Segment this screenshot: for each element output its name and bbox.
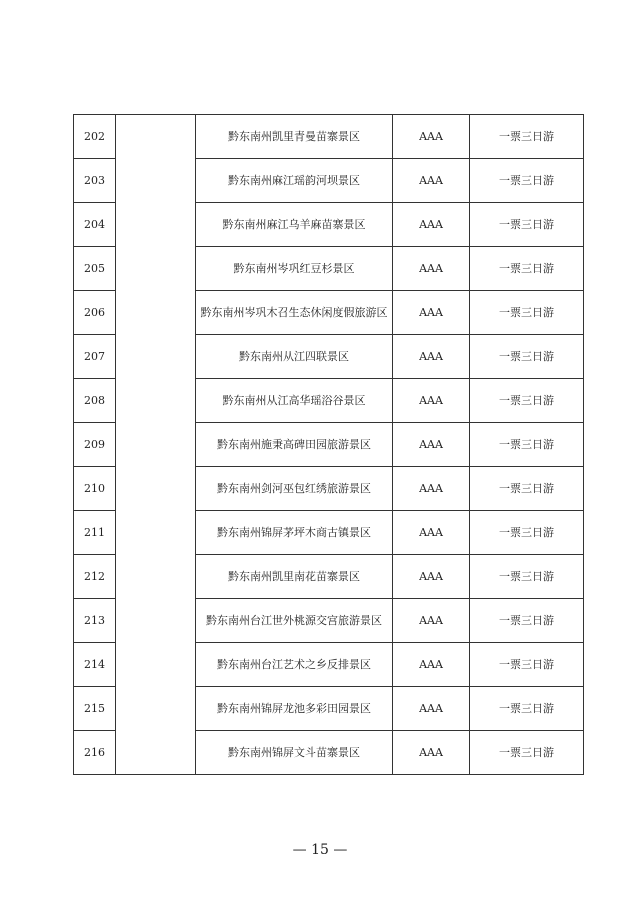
row-number: 211 [74,511,116,555]
grade-level: AAA [393,291,470,335]
scenic-area-name: 黔东南州麻江乌羊麻苗寨景区 [196,203,393,247]
ticket-policy: 一票三日游 [470,731,584,775]
grade-level: AAA [393,687,470,731]
ticket-policy: 一票三日游 [470,379,584,423]
row-number: 202 [74,115,116,159]
scenic-area-name: 黔东南州岑巩木召生态休闲度假旅游区 [196,291,393,335]
region-cell [116,115,196,775]
grade-level: AAA [393,203,470,247]
grade-level: AAA [393,555,470,599]
scenic-area-name: 黔东南州台江艺术之乡反排景区 [196,643,393,687]
scenic-area-name: 黔东南州从江高华瑶浴谷景区 [196,379,393,423]
row-number: 215 [74,687,116,731]
ticket-policy: 一票三日游 [470,247,584,291]
ticket-policy: 一票三日游 [470,335,584,379]
scenic-area-name: 黔东南州凯里南花苗寨景区 [196,555,393,599]
ticket-policy: 一票三日游 [470,159,584,203]
table-row [74,115,584,159]
row-number: 205 [74,247,116,291]
row-number: 213 [74,599,116,643]
ticket-policy: 一票三日游 [470,115,584,159]
page-number: — 15 — [292,842,348,858]
grade-level: AAA [393,599,470,643]
grade-level: AAA [393,115,470,159]
scenic-area-name: 黔东南州锦屏文斗苗寨景区 [196,731,393,775]
ticket-policy: 一票三日游 [470,599,584,643]
row-number: 210 [74,467,116,511]
grade-level: AAA [393,159,470,203]
row-number: 209 [74,423,116,467]
row-number: 207 [74,335,116,379]
ticket-policy: 一票三日游 [470,511,584,555]
grade-level: AAA [393,511,470,555]
ticket-policy: 一票三日游 [470,643,584,687]
scenic-area-name: 黔东南州锦屏龙池多彩田园景区 [196,687,393,731]
ticket-policy: 一票三日游 [470,291,584,335]
row-number: 214 [74,643,116,687]
grade-level: AAA [393,379,470,423]
scenic-area-name: 黔东南州岑巩红豆杉景区 [196,247,393,291]
scenic-area-name: 黔东南州从江四联景区 [196,335,393,379]
row-number: 203 [74,159,116,203]
scenic-area-name: 黔东南州锦屏茅坪木商古镇景区 [196,511,393,555]
grade-level: AAA [393,643,470,687]
grade-level: AAA [393,247,470,291]
row-number: 216 [74,731,116,775]
ticket-policy: 一票三日游 [470,203,584,247]
ticket-policy: 一票三日游 [470,423,584,467]
grade-level: AAA [393,423,470,467]
ticket-policy: 一票三日游 [470,687,584,731]
scenic-area-name: 黔东南州剑河巫包红绣旅游景区 [196,467,393,511]
scenic-area-table [73,114,584,775]
grade-level: AAA [393,335,470,379]
scenic-area-name: 黔东南州施秉高碑田园旅游景区 [196,423,393,467]
ticket-policy: 一票三日游 [470,467,584,511]
row-number: 212 [74,555,116,599]
table-body [74,115,584,775]
scenic-area-name: 黔东南州麻江瑶韵河坝景区 [196,159,393,203]
row-number: 206 [74,291,116,335]
scenic-area-name: 黔东南州台江世外桃源交宫旅游景区 [196,599,393,643]
grade-level: AAA [393,467,470,511]
row-number: 208 [74,379,116,423]
scenic-area-name: 黔东南州凯里青曼苗寨景区 [196,115,393,159]
grade-level: AAA [393,731,470,775]
ticket-policy: 一票三日游 [470,555,584,599]
row-number: 204 [74,203,116,247]
